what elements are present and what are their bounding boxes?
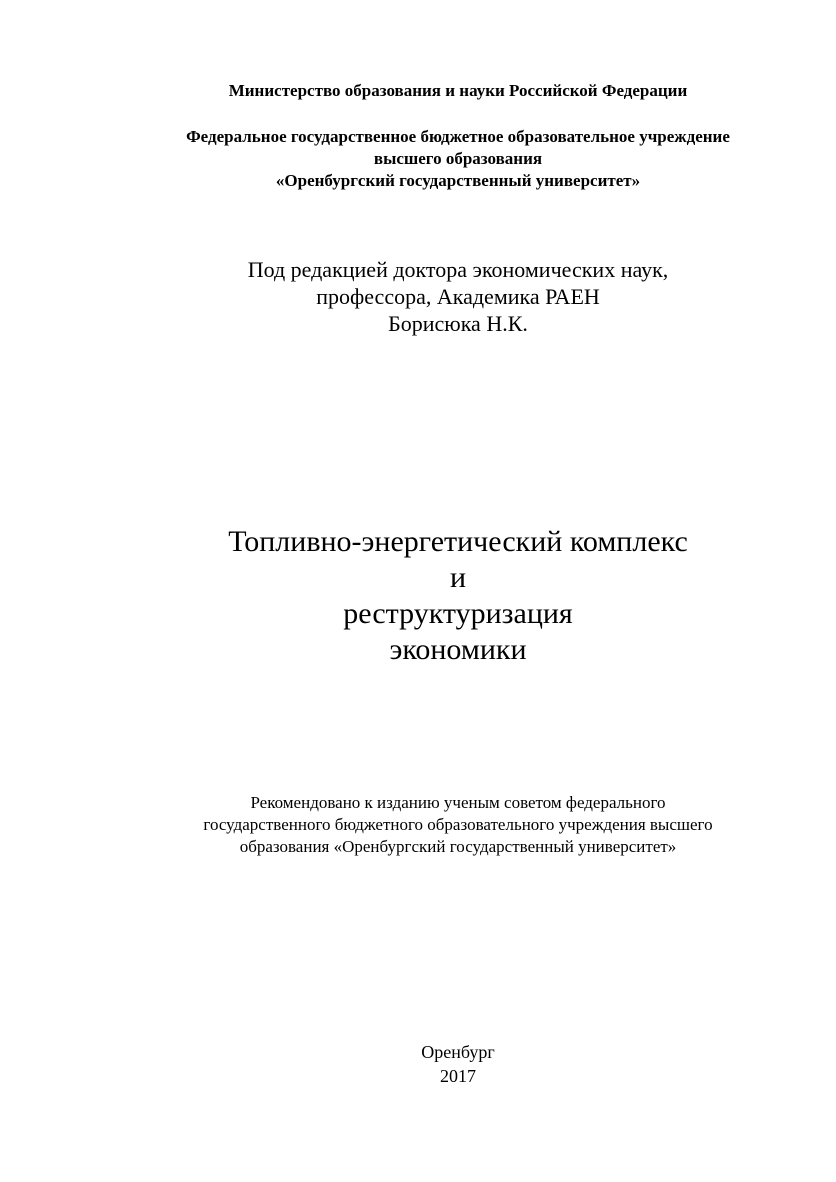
recommendation-line-1: Рекомендовано к изданию ученым советом федерального xyxy=(250,793,666,812)
ministry-heading xyxy=(40,80,836,102)
title-line-3: реструктуризация xyxy=(343,597,573,630)
institution-line-3: «Оренбургский государственный университет» xyxy=(275,171,641,190)
institution-line-1: Федеральное государственное бюджетное образовательное учреждение xyxy=(186,127,730,146)
recommendation-note xyxy=(40,792,836,858)
document-title xyxy=(40,524,836,668)
editor-line-1: Под редакцией доктора экономических наук, xyxy=(247,257,669,282)
imprint-year: 2017 xyxy=(440,1066,476,1086)
title-line-4: экономики xyxy=(389,633,527,666)
ministry-line: Министерство образования и науки Российской Федерации xyxy=(228,81,688,100)
title-line-2: и xyxy=(449,561,467,594)
institution-heading xyxy=(40,126,836,192)
imprint-city: Оренбург xyxy=(421,1042,495,1062)
editor-line-3: Борисюка Н.К. xyxy=(388,311,528,336)
recommendation-line-3: образования «Оренбургский государственный университет» xyxy=(239,837,677,856)
editor-credit xyxy=(40,256,836,337)
editor-line-2: профессора, Академика РАЕН xyxy=(316,284,600,309)
recommendation-line-2: государственного бюджетного образовательного учреждения высшего xyxy=(203,815,713,834)
imprint xyxy=(40,1040,836,1088)
institution-line-2: высшего образования xyxy=(373,149,543,168)
title-line-1: Топливно-энергетический комплекс xyxy=(228,525,688,558)
